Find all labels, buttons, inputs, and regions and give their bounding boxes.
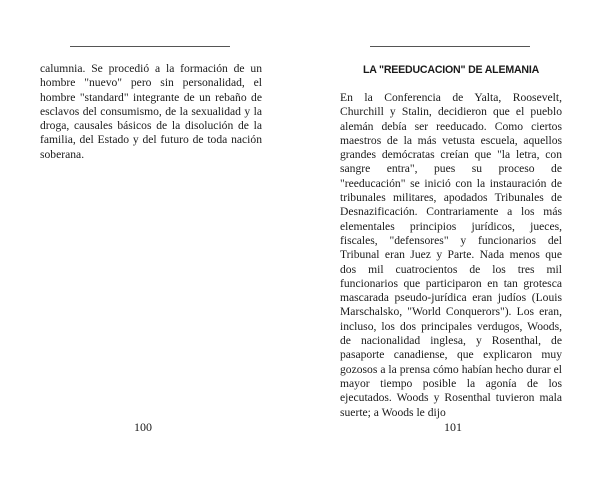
right-page-number: 101 (444, 420, 462, 434)
chapter-title: LA "REEDUCACION" DE ALEMANIA (362, 64, 540, 76)
right-page (340, 0, 562, 485)
left-body-text: calumnia. Se procedió a la formación de un hombre "nuevo" pero sin personalidad, el hombre "standard" integrante de un rebaño de esclavos del consumismo, de la sexualidad y la droga, causales básicos de la disolución de la familia, del Estado y del futuro de toda nación soberana. (40, 62, 262, 161)
left-page (40, 0, 262, 485)
right-body-text: En la Conferencia de Yalta, Roosevelt, Churchill y Stalin, decidieron que el pueblo alemán debía ser reeducado. Como ciertos maestros de la más vetusta escuela, aquellos grandes demócratas creían que "la letra, con sangre entra", pues su proceso de "reeducación" se inició con la instauración de tribunales militares, apodados Tribunales de Desnazificación. Contrariamente a los más elementales principios jurídicos, jueces, fiscales, "defensores" y funcionarios del Tribunal eran Juez y Parte. Nada menos que dos mil cuatrocientos de los tres mil funcionarios que participaron en tan grotesca mascarada pseudo-jurídica eran judíos (Louis Marschalsko, "World Conquerors"). Los eran, incluso, los dos principales verdugos, Woods, de nacionalidad inglesa, y Rosenthal, de pasaporte canadiense, que explicaron muy gozosos a la prensa cómo habían hecho durar el mayor tiempo posible la agonía de los ejecutados. Woods y Rosenthal tuvieron mala suerte; a Woods le dijo (340, 91, 562, 419)
left-page-number: 100 (134, 420, 152, 434)
header-rule (70, 46, 230, 47)
header-rule (370, 46, 530, 47)
